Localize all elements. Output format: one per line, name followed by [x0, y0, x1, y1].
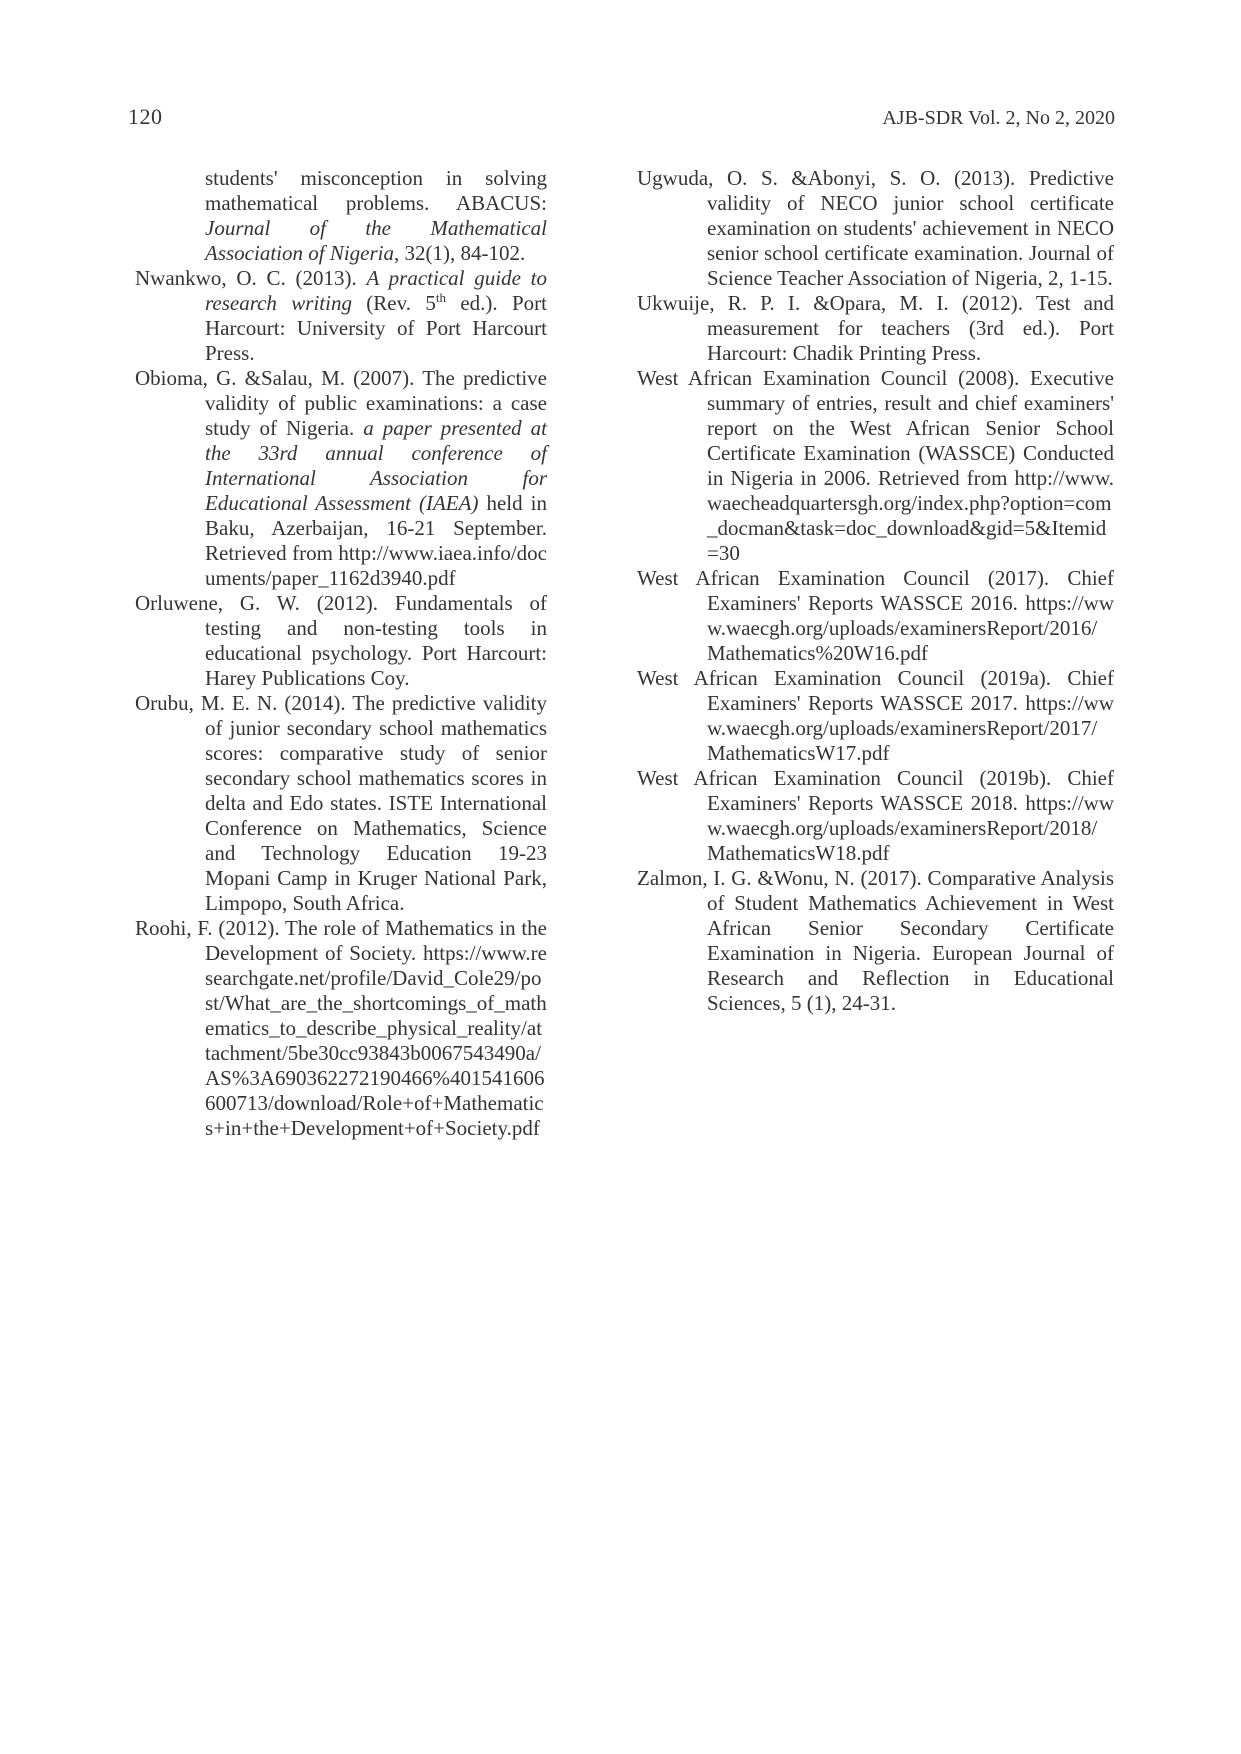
reference-item	[637, 166, 1114, 291]
reference-segment: West African Examination Council (2008). Executive summary of entries, result and chief examiners' report on the West African Senior School Certificate Examination (WASSCE) Conducted in Nigeria in 2006. Retrieved from	[637, 366, 1114, 490]
reference-item	[135, 366, 547, 591]
reference-segment: West African Examination Council (2019b). Chief Examiners' Reports WASSCE 2018.	[637, 766, 1114, 815]
reference-segment: West African Examination Council (2017). Chief Examiners' Reports WASSCE 2016.	[637, 566, 1114, 615]
reference-segment: a paper presented at the 33rd annual conference of International Association for Educational Assessment (IAEA)	[205, 416, 547, 515]
reference-segment: ed.). Port Harcourt: University of Port Harcourt Press.	[205, 291, 547, 365]
reference-url: http://www.waecheadquartersgh.org/index.php?option=com_docman&task=doc_download&gid=5&Itemid=30	[707, 466, 1114, 565]
reference-segment: Orluwene, G. W. (2012). Fundamentals of testing and non-testing tools in educational psychology. Port Harcourt: Harey Publications Coy.	[135, 591, 547, 690]
reference-item	[135, 266, 547, 366]
reference-item	[135, 916, 547, 1141]
journal-header: AJB-SDR Vol. 2, No 2, 2020	[882, 107, 1115, 129]
reference-url: https://www.waecgh.org/uploads/examinersReport/2016/Mathematics%20W16.pdf	[707, 591, 1114, 665]
reference-item	[637, 366, 1114, 566]
reference-segment: Ukwuije, R. P. I. &Opara, M. I. (2012). Test and measurement for teachers (3rd ed.). Port Harcourt: Chadik Printing Press.	[637, 291, 1114, 365]
page-number: 120	[128, 104, 163, 129]
reference-segment: , 32(1), 84-102.	[394, 241, 526, 265]
references-column-right	[637, 166, 1114, 1016]
reference-segment: Orubu, M. E. N. (2014). The predictive validity of junior secondary school mathematics scores: comparative study of senior secondary school mathematics scores in delta and Edo states. ISTE International Conference on Mathematics, Science and Technology Education 19-23 Mopani Camp in Kruger National Park, Limpopo, South Africa.	[135, 691, 547, 915]
reference-segment: Journal of the Mathematical Association of Nigeria	[205, 216, 547, 265]
reference-segment: held in Baku, Azerbaijan, 16-21 September. Retrieved from	[205, 491, 547, 565]
reference-segment: West African Examination Council (2019a). Chief Examiners' Reports WASSCE 2017.	[637, 666, 1114, 715]
reference-segment: Zalmon, I. G. &Wonu, N. (2017). Comparative Analysis of Student Mathematics Achievement in West African Senior Secondary Certificate Examination in Nigeria. European Journal of Research and Reflection in Educational Sciences, 5 (1), 24-31.	[637, 866, 1114, 1015]
reference-segment: Obioma, G. &Salau, M. (2007). The predictive validity of public examinations: a case study of Nigeria.	[135, 366, 547, 440]
reference-item	[135, 691, 547, 916]
reference-segment: Nwankwo, O. C. (2013).	[135, 266, 367, 290]
reference-url: https://www.researchgate.net/profile/David_Cole29/post/What_are_the_shortcomings_of_mathematics_to_describe_physical_reality/attachment/5be30cc93843b0067543490a/AS%3A690362272190466%401541606600713/download/Role+of+Mathematics+in+the+Development+of+Society.pdf	[205, 941, 547, 1140]
reference-item	[637, 766, 1114, 866]
reference-item	[637, 866, 1114, 1016]
reference-item	[637, 666, 1114, 766]
reference-item	[135, 591, 547, 691]
reference-item	[637, 566, 1114, 666]
reference-segment: Roohi, F. (2012). The role of Mathematics in the Development of Society.	[135, 916, 547, 965]
reference-segment: students' misconception in solving mathematical problems. ABACUS:	[205, 166, 547, 215]
reference-segment: (Rev. 5	[351, 291, 436, 315]
reference-url: http://www.iaea.info/documents/paper_1162d3940.pdf	[205, 541, 547, 590]
reference-segment: A practical guide to research writing	[205, 266, 547, 315]
references-column-left	[135, 166, 547, 1141]
reference-item	[135, 166, 547, 266]
reference-url: https://www.waecgh.org/uploads/examinersReport/2017/MathematicsW17.pdf	[707, 691, 1114, 765]
reference-item	[637, 291, 1114, 366]
reference-url: https://www.waecgh.org/uploads/examinersReport/2018/MathematicsW18.pdf	[707, 791, 1114, 865]
reference-segment: th	[435, 290, 446, 305]
reference-segment: Ugwuda, O. S. &Abonyi, S. O. (2013). Predictive validity of NECO junior school certificate examination on students' achievement in NECO senior school certificate examination. Journal of Science Teacher Association of Nigeria, 2, 1-15.	[637, 166, 1114, 290]
